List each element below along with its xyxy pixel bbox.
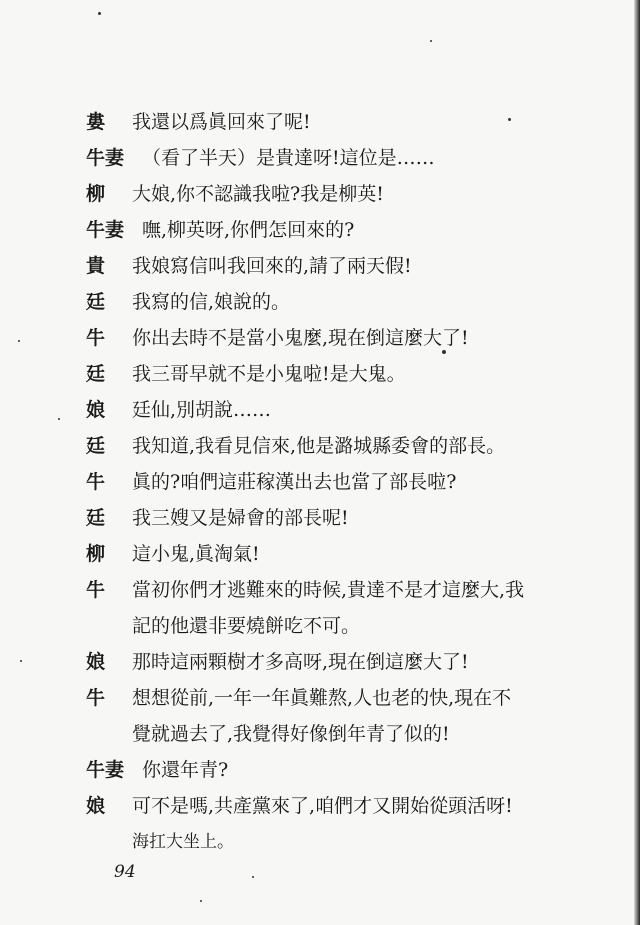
speech-text: 我知道,我看見信來,他是潞城縣委會的部長。 (132, 435, 506, 457)
speaker-name: 牛妻 (86, 759, 125, 781)
print-speck (252, 876, 254, 878)
print-speck (20, 660, 22, 662)
dialogue-line (86, 752, 586, 788)
speech-text: 大娘,你不認識我啦?我是柳英! (132, 183, 384, 205)
speech-text: 海扛大坐上。 (132, 832, 234, 852)
speaker-name: 牛 (86, 687, 106, 709)
dialogue-line (86, 536, 586, 572)
speech-text: 覺就過去了,我覺得好像倒年青了似的! (132, 723, 450, 745)
dialogue-continuation (86, 608, 586, 644)
speech-text: （看了半天）是貴達呀!這位是…… (142, 147, 435, 169)
stage-direction (86, 824, 586, 860)
speaker-name: 婁 (86, 111, 106, 133)
print-speck (508, 118, 511, 121)
speech-text: 當初你們才逃難來的時候,貴達不是才這麼大,我 (132, 579, 525, 601)
speaker-name: 牛妻 (86, 147, 125, 169)
dialogue-line (86, 320, 586, 356)
dialogue-line (86, 464, 586, 500)
print-speck (442, 350, 446, 354)
dialogue-line (86, 176, 586, 212)
script-dialogue (86, 104, 586, 860)
speaker-name: 娘 (86, 651, 106, 673)
speaker-name: 廷 (86, 507, 106, 529)
speech-text: 我還以爲眞回來了呢! (132, 111, 311, 133)
speaker-name: 貴 (86, 255, 106, 277)
dialogue-line (86, 392, 586, 428)
speaker-name: 廷 (86, 291, 106, 313)
dialogue-line (86, 248, 586, 284)
speaker-name: 柳 (86, 543, 106, 565)
speech-text: 廷仙,別胡說…… (132, 399, 272, 421)
dialogue-line (86, 356, 586, 392)
speech-text: 那時這兩顆樹才多高呀,現在倒這麼大了! (132, 651, 469, 673)
speech-text: 嘸,柳英呀,你們怎回來的? (142, 219, 355, 241)
speech-text: 你出去時不是當小鬼麼,現在倒這麼大了! (132, 327, 469, 349)
dialogue-line (86, 284, 586, 320)
speech-text: 記的他還非要燒餅吃不可。 (132, 615, 361, 637)
speech-text: 這小鬼,眞淘氣! (132, 543, 260, 565)
speech-text: 我寫的信,娘說的。 (132, 291, 291, 313)
print-speck (18, 340, 20, 342)
dialogue-line (86, 500, 586, 536)
print-speck (200, 900, 202, 902)
page-binding-edge (634, 0, 640, 925)
speaker-name: 牛 (86, 579, 106, 601)
dialogue-line (86, 572, 586, 608)
speech-text: 眞的?咱們這莊稼漢出去也當了部長啦? (132, 471, 457, 493)
dialogue-line (86, 788, 586, 824)
print-speck (430, 40, 432, 42)
dialogue-line (86, 680, 586, 716)
speech-text: 想想從前,一年一年眞難熬,人也老的快,現在不 (132, 687, 512, 709)
speaker-name: 牛 (86, 327, 106, 349)
speech-text: 可不是嗎,共產黨來了,咱們才又開始從頭活呀! (132, 795, 513, 817)
speaker-name: 娘 (86, 795, 106, 817)
speaker-name: 柳 (86, 183, 106, 205)
dialogue-line (86, 644, 586, 680)
speaker-name: 廷 (86, 435, 106, 457)
dialogue-line (86, 428, 586, 464)
print-speck (58, 418, 60, 420)
dialogue-line (86, 212, 586, 248)
speech-text: 我三哥早就不是小鬼啦!是大鬼。 (132, 363, 406, 385)
speaker-name: 廷 (86, 363, 106, 385)
speech-text: 我娘寫信叫我回來的,請了兩天假! (132, 255, 412, 277)
print-speck (98, 12, 101, 15)
speech-text: 你還年青? (142, 759, 229, 781)
dialogue-line (86, 104, 586, 140)
page-number: 94 (114, 862, 136, 882)
speech-text: 我三嫂又是婦會的部長呢! (132, 507, 349, 529)
speaker-name: 牛妻 (86, 219, 125, 241)
speaker-name: 娘 (86, 399, 106, 421)
dialogue-line (86, 140, 586, 176)
speaker-name: 牛 (86, 471, 106, 493)
dialogue-continuation (86, 716, 586, 752)
